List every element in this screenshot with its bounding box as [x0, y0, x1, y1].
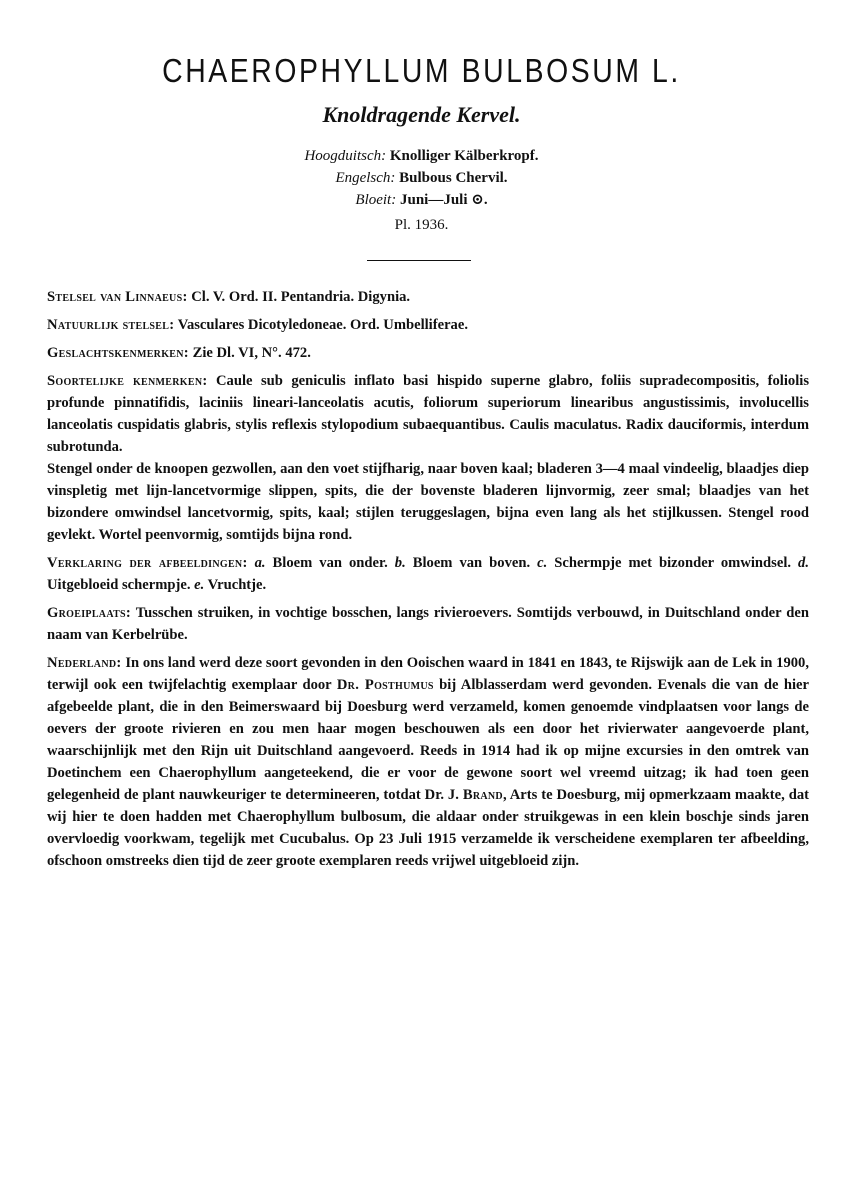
netherlands-paragraph — [47, 652, 809, 872]
flowering-line — [0, 189, 843, 211]
plate-number: Pl. 1936. — [394, 217, 449, 233]
german-value: Knolliger Kälberkropf. — [389, 148, 539, 164]
natural-system-paragraph — [47, 314, 809, 336]
netherlands-text-1: In ons land werd deze soort gevonden in den Ooischen waard in 1841 en 1843, te Rijswijk aan de Lek in 1900, terwijl ook een twijfelachtig exemplaar door — [47, 655, 809, 693]
flowering-value: Juni—Juli ⊙. — [399, 192, 488, 208]
german-label: Hoogduitsch: — [304, 148, 387, 164]
figure-text-d: Uitgebloeid schermpje. — [47, 577, 195, 593]
genus-text: Zie Dl. VI, N°. 472. — [188, 345, 311, 361]
figure-key-d: d. — [798, 555, 809, 571]
figures-label: Verklaring der afbeeldingen: — [47, 555, 248, 571]
figure-text-b: Bloem van boven. — [405, 555, 538, 571]
habitat-paragraph — [47, 602, 809, 646]
species-paragraph — [47, 370, 809, 458]
person-name-brand: Brand — [462, 787, 503, 803]
figure-text-c: Schermpje met bizonder omwindsel. — [547, 555, 799, 571]
english-name-line — [0, 167, 843, 189]
species-text: Caule sub geniculis inflato basi hispido superne glabro, foliis supradecompositis, foliolis profunde pinnatifidis, laciniis lineari-lanceolatis acutis, foliorum superiorum linearibus angustissimis, involucellis lanceolatis cuspidatis glabris, stylis reflexis stylopodium subaequantibus. Caulis maculatus. Radix dauciformis, interdum subrotunda. — [47, 373, 809, 455]
species-label: Soortelijke kenmerken: — [47, 373, 208, 389]
common-names — [0, 145, 843, 211]
figure-key-c: c. — [537, 555, 548, 571]
figure-text-a: Bloem van onder. — [265, 555, 395, 571]
english-value: Bulbous Chervil. — [399, 170, 508, 186]
genus-paragraph — [47, 342, 809, 364]
natural-system-text: Vasculares Dicotyledoneae. Ord. Umbelliferae. — [174, 317, 468, 333]
natural-system-label: Natuurlijk stelsel: — [47, 317, 175, 333]
figure-text-e: Vruchtje. — [204, 577, 267, 593]
dutch-name: Knoldragende Kervel. — [322, 102, 521, 127]
body-text — [47, 286, 809, 878]
figure-key-b: b. — [394, 555, 406, 571]
habitat-text: Tusschen struiken, in vochtige bosschen, langs rivieroevers. Somtijds verbouwd, in Duitschland onder den naam van Kerbelrübe. — [47, 605, 809, 643]
figures-paragraph — [47, 552, 809, 596]
habitat-label: Groeiplaats: — [47, 605, 132, 621]
page-title: CHAEROPHYLLUM BULBOSUM L. — [162, 52, 681, 89]
stem-description-paragraph: Stengel onder de knoopen gezwollen, aan den voet stijfharig, naar boven kaal; bladeren 3—4 maal vindeelig, blaadjes diep vinspletig met lijn-lancetvormige slippen, spits, die der bovenste bladeren lijnvormig, zeer smal; blaadjes van het bizondere omwindsel lancetvormig, spits, kaal; stijlen teruggeslagen, bijna even lang als het stijlkussen. Stengel rood gevlekt. Wortel peenvormig, somtijds bijna rond. — [47, 461, 809, 543]
netherlands-text-2: bij Alblasserdam werd gevonden. Evenals die van de hier afgebeelde plant, die in den Beimerswaard bij Doesburg werd verzameld, komen genoemde vindplaatsen voor langs de oevers der groote rivieren en zou men haar mogen beschouwen als een door het rivierwater aangevoerde plant, waarschijnlijk met den Rijn uit Duitschland aangevoerd. Reeds in 1914 had ik op mijne excursies in den omtrek van Doetinchem een Chaerophyllum aangeteekend, die er voor de gewone soort wel vreemd uitzag; ik had toen geen gelegenheid de plant nauwkeuriger te determineeren, totdat Dr. J. — [47, 677, 809, 803]
netherlands-text-3: , Arts te Doesburg, mij opmerkzaam maakte, dat wij hier te doen hadden met Chaerophyllum bulbosum, die aldaar onder struikgewas in een klein boschje sinds jaren overvloedig voorkwam, tegelijk met Cucubalus. Op 23 Juli 1915 verzamelde ik verscheidene exemplaren ter afbeelding, ofschoon omstreeks dien tijd de zeer groote exemplaren reeds vrijwel uitgebloeid zijn. — [47, 787, 809, 869]
english-label: Engelsch: — [335, 170, 396, 186]
linnaeus-label: Stelsel van Linnaeus: — [47, 289, 188, 305]
flowering-label: Bloeit: — [355, 192, 397, 208]
genus-label: Geslachtskenmerken: — [47, 345, 189, 361]
person-name-posthumus: Dr. Posthumus — [336, 677, 434, 693]
divider-rule — [367, 260, 471, 261]
german-name-line — [0, 145, 843, 167]
linnaeus-paragraph — [47, 286, 809, 308]
figure-key-e: e. — [194, 577, 205, 593]
netherlands-label: Nederland: — [47, 655, 122, 671]
figure-key-a: a. — [254, 555, 266, 571]
linnaeus-text: Cl. V. Ord. II. Pentandria. Digynia. — [187, 289, 411, 305]
